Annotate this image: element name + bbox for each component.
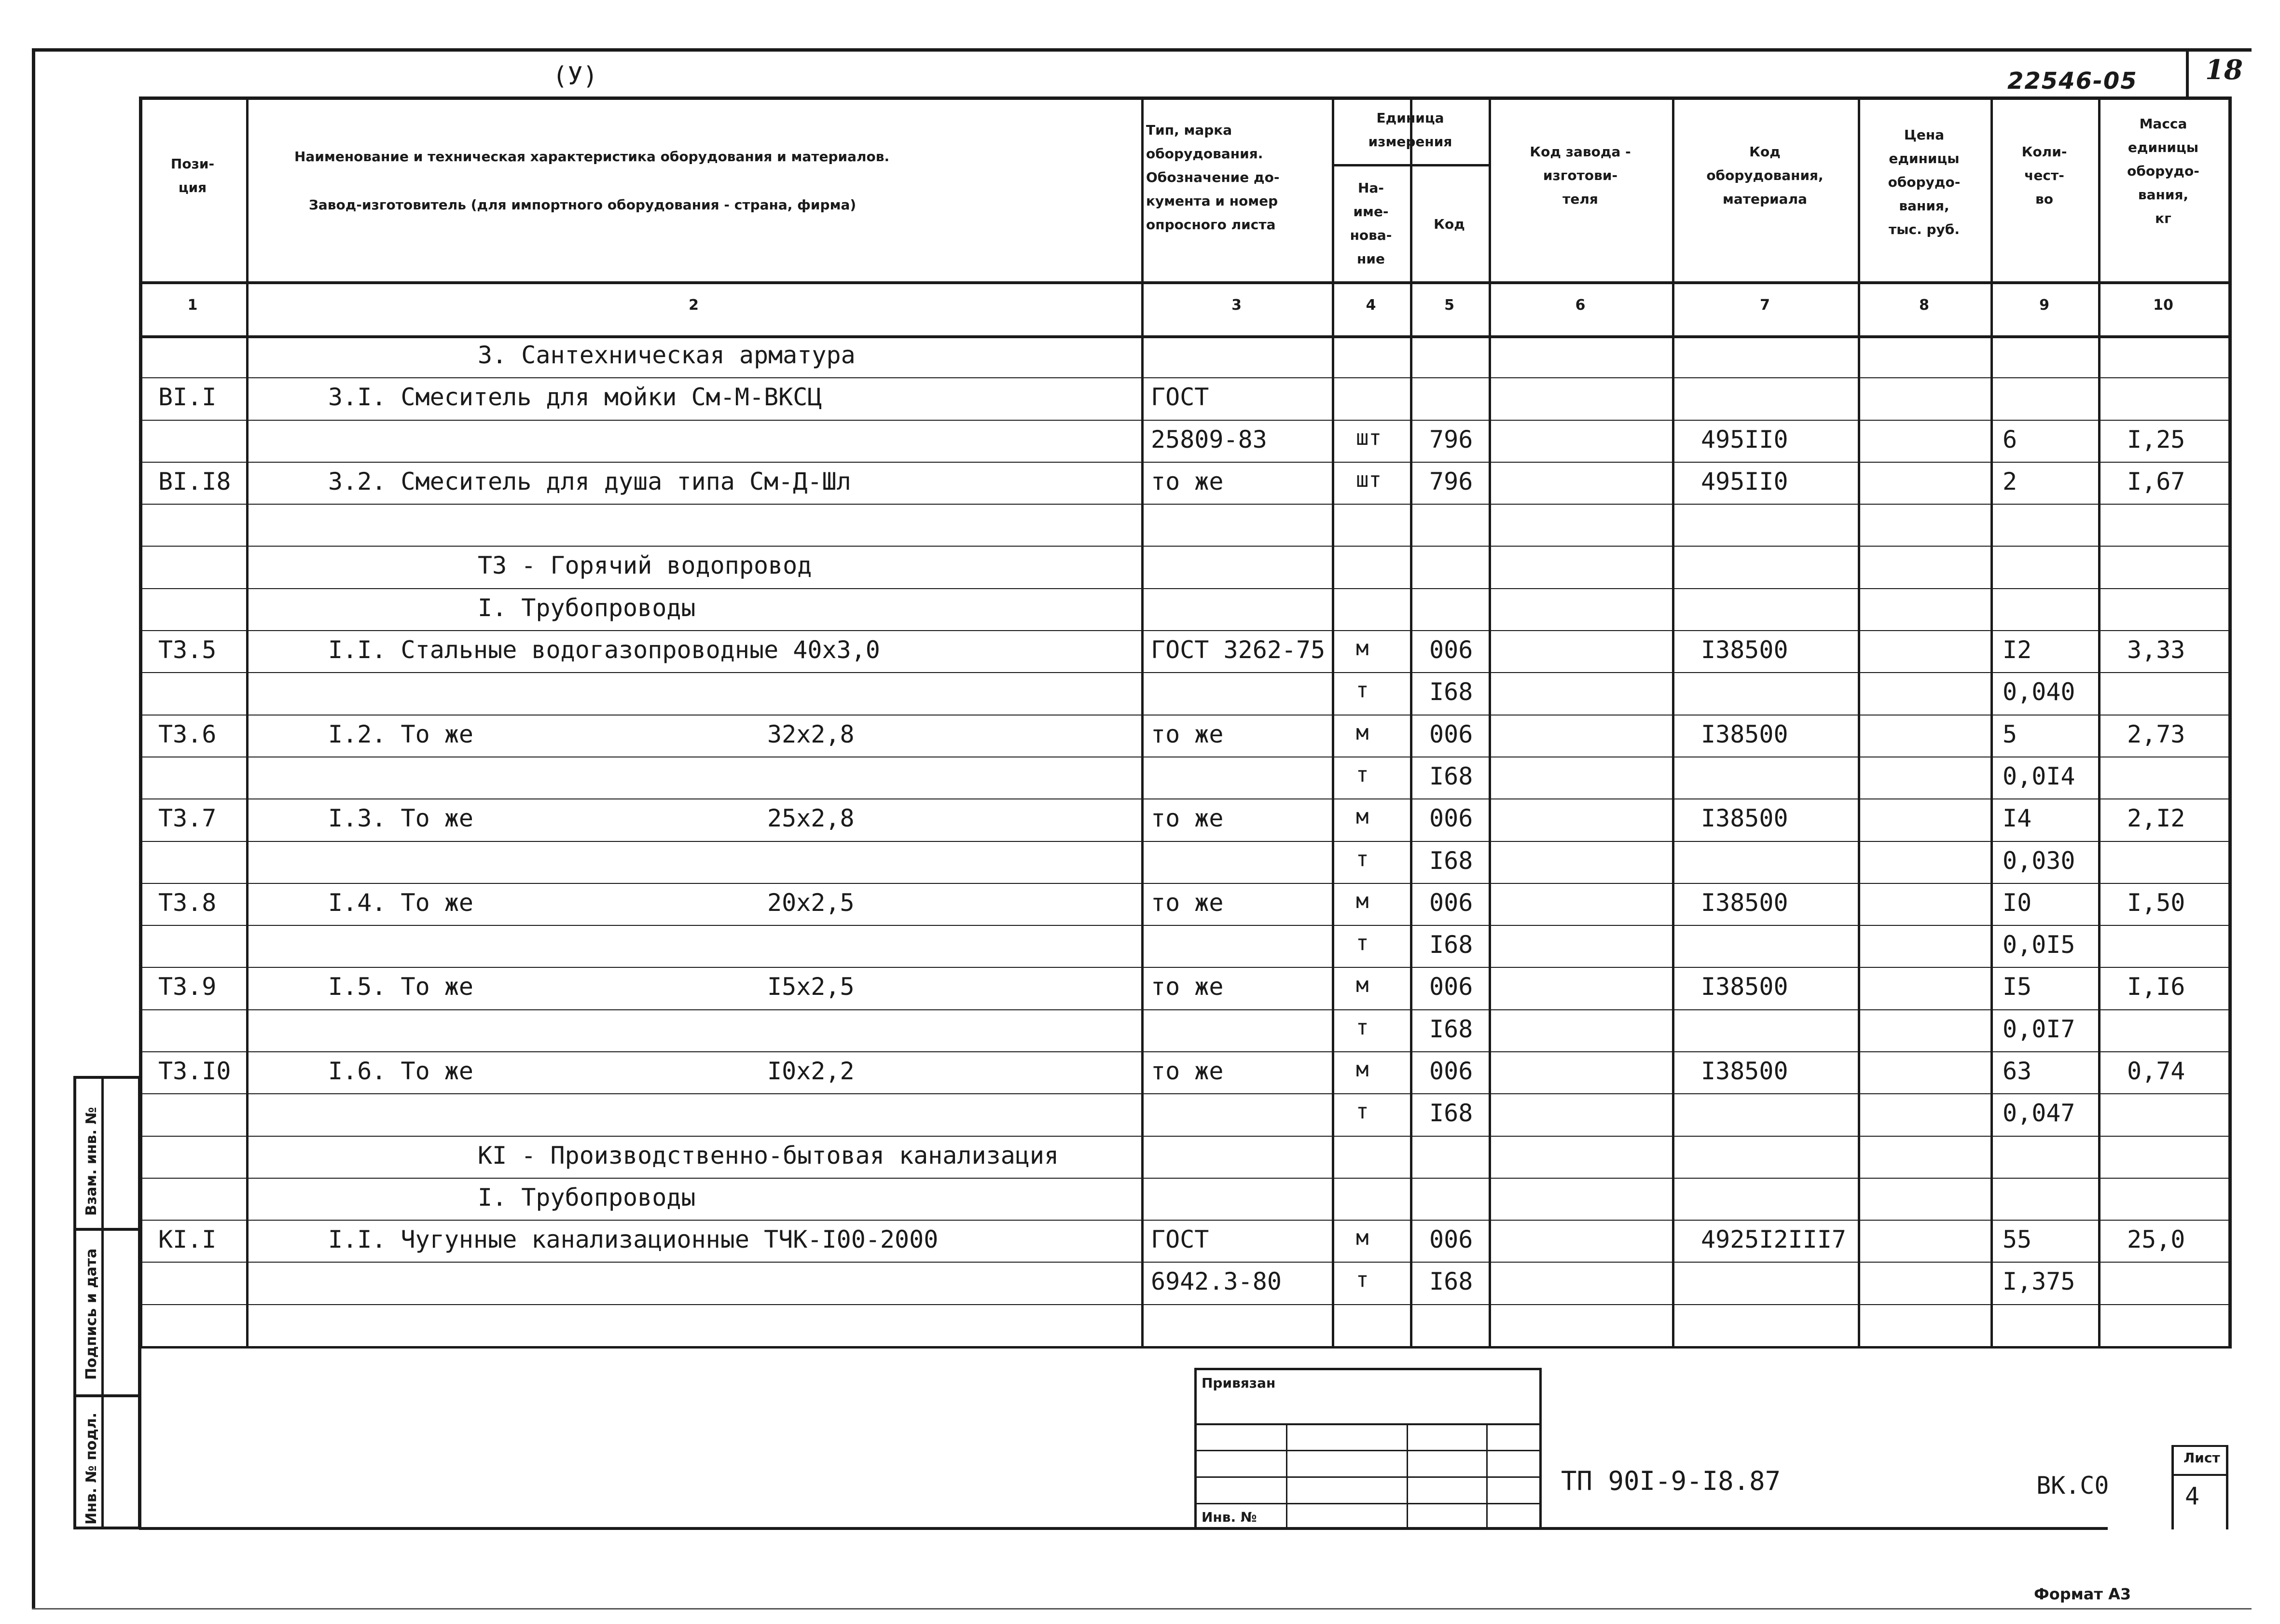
cell-quantity: 0,030 xyxy=(2003,846,2075,875)
row-line xyxy=(139,883,2228,884)
cell-section-heading: I. Трубопроводы xyxy=(478,1183,696,1211)
paper-format: Формат А3 xyxy=(2034,1585,2131,1603)
cell-unit-code: 006 xyxy=(1429,888,1473,917)
header-position: Пози- ция xyxy=(170,156,215,195)
cell-position: КI.I xyxy=(158,1225,217,1254)
row-line xyxy=(139,462,2228,463)
cell-material-code: I38500 xyxy=(1701,888,1788,917)
cell-unit-code: 006 xyxy=(1429,720,1473,748)
side-stamp-divider xyxy=(73,1228,141,1231)
cell-name: I.I. Чугунные канализационные ТЧК-I00-2000 xyxy=(328,1225,939,1254)
cell-unit: м xyxy=(1356,888,1369,913)
column-number: 10 xyxy=(2153,297,2173,314)
cell-type: 6942.3-80 xyxy=(1151,1267,1282,1296)
cell-position: Т3.6 xyxy=(158,720,217,748)
column-line xyxy=(1990,96,1993,1349)
stamp-line xyxy=(1194,1368,1542,1370)
column-line xyxy=(1332,96,1334,1349)
cell-position: Т3.9 xyxy=(158,973,217,1001)
row-line xyxy=(139,967,2228,968)
cell-mass: 3,33 xyxy=(2127,636,2185,664)
cell-quantity: I4 xyxy=(2003,804,2032,833)
cell-type: то же xyxy=(1151,1057,1224,1085)
cell-unit: т xyxy=(1356,931,1369,956)
cell-section-heading: 3. Сантехническая арматура xyxy=(478,341,856,369)
cell-quantity: 2 xyxy=(2003,467,2017,495)
cell-unit: т xyxy=(1356,762,1369,787)
column-line xyxy=(246,96,249,1349)
column-line xyxy=(2098,96,2100,1349)
cell-unit-code: 006 xyxy=(1429,636,1473,664)
column-line xyxy=(1141,96,1144,1349)
cell-quantity: 0,040 xyxy=(2003,678,2075,706)
cell-name: I.I. Стальные водогазопроводные 40х3,0 xyxy=(328,636,880,664)
cell-unit: шт xyxy=(1356,425,1382,450)
side-label-original-inv: Инв. № подл. xyxy=(83,1412,100,1525)
column-number: 9 xyxy=(2039,297,2049,314)
cell-size: 25х2,8 xyxy=(767,804,855,833)
cell-position: Т3.7 xyxy=(158,804,217,833)
row-line xyxy=(139,1178,2228,1179)
project-code: ТП 90I-9-I8.87 xyxy=(1561,1466,1781,1496)
frame-bottom-edge xyxy=(32,1608,2252,1610)
cell-mass: 0,74 xyxy=(2127,1057,2185,1085)
cell-unit-code: I68 xyxy=(1429,1015,1473,1043)
stamp-line xyxy=(2171,1445,2174,1529)
cell-material-code: 495II0 xyxy=(1701,467,1788,495)
column-number: 2 xyxy=(689,297,699,314)
cell-quantity: 6 xyxy=(2003,425,2017,454)
row-line xyxy=(139,1304,2228,1305)
cell-mass: 2,I2 xyxy=(2127,804,2185,833)
side-label-replaced-inv: Взам. инв. № xyxy=(83,1107,100,1216)
row-line xyxy=(139,715,2228,716)
cell-size: 32х2,8 xyxy=(767,720,855,748)
cell-unit: м xyxy=(1356,973,1369,998)
cell-quantity: 0,047 xyxy=(2003,1099,2075,1128)
cell-material-code: I38500 xyxy=(1701,804,1788,833)
column-line xyxy=(1858,96,1860,1349)
cell-name: 3.I. Смеситель для мойки См-М-ВКСЦ xyxy=(328,383,822,412)
header-bottom-border xyxy=(139,281,2228,284)
side-stamp-inner-line xyxy=(101,1076,104,1529)
cell-name: 3.2. Смеситель для душа типа См-Д-Шл xyxy=(328,467,851,495)
cell-quantity: I0 xyxy=(2003,888,2032,917)
stamp-line xyxy=(1407,1423,1408,1529)
cell-type: то же xyxy=(1151,467,1224,495)
cell-mass: 2,73 xyxy=(2127,720,2185,748)
header-plant-code: Код завода - изготови- теля xyxy=(1530,144,1631,207)
section-code: ВК.С0 xyxy=(2036,1472,2109,1500)
cell-type: то же xyxy=(1151,804,1224,833)
cell-material-code: I38500 xyxy=(1701,1057,1788,1085)
stamp-line xyxy=(1194,1368,1197,1529)
cell-section-heading: Т3 - Горячий водопровод xyxy=(478,551,812,580)
cell-quantity: 63 xyxy=(2003,1057,2032,1085)
cell-unit-code: I68 xyxy=(1429,1267,1473,1296)
cell-unit: т xyxy=(1356,1267,1369,1293)
column-number: 5 xyxy=(1444,297,1454,314)
column-number: 6 xyxy=(1575,297,1586,314)
cell-unit-code: 796 xyxy=(1429,467,1473,495)
cell-unit-code: 006 xyxy=(1429,1057,1473,1085)
column-number: 3 xyxy=(1231,297,1242,314)
cell-size: I5х2,5 xyxy=(767,973,855,1001)
list-label: Лист xyxy=(2183,1450,2220,1466)
cell-name: I.6. То же xyxy=(328,1057,474,1085)
cell-type: ГОСТ xyxy=(1151,383,1209,412)
cell-unit-code: 796 xyxy=(1429,425,1473,454)
cell-type: ГОСТ xyxy=(1151,1225,1209,1254)
cell-position: Т3.8 xyxy=(158,888,217,917)
cell-quantity: 55 xyxy=(2003,1225,2032,1254)
cell-mass: I,50 xyxy=(2127,888,2185,917)
cell-name: I.4. То же xyxy=(328,888,474,917)
row-line xyxy=(139,1093,2228,1094)
cell-unit: м xyxy=(1356,1057,1369,1082)
cell-name: I.3. То же xyxy=(328,804,474,833)
row-line xyxy=(139,420,2228,421)
cell-quantity: I,375 xyxy=(2003,1267,2075,1296)
cell-material-code: 4925I2III7 xyxy=(1701,1225,1847,1254)
cell-unit-code: 006 xyxy=(1429,1225,1473,1254)
stamp-line xyxy=(1194,1450,1542,1451)
column-line xyxy=(1489,96,1491,1349)
table-top-border xyxy=(139,96,2228,100)
sheet-marker: (У) xyxy=(553,62,598,91)
cell-section-heading: I. Трубопроводы xyxy=(478,593,696,622)
list-number: 4 xyxy=(2185,1482,2200,1510)
row-line xyxy=(139,504,2228,505)
row-line xyxy=(139,672,2228,673)
stamp-line xyxy=(2171,1474,2228,1476)
header-unit-price: Цена единицы оборудо- вания, тыс. руб. xyxy=(1888,127,1961,237)
stamp-line xyxy=(2171,1445,2228,1447)
cell-unit: м xyxy=(1356,804,1369,829)
cell-quantity: I5 xyxy=(2003,973,2032,1001)
cell-material-code: 495II0 xyxy=(1701,425,1788,454)
cell-material-code: I38500 xyxy=(1701,973,1788,1001)
cell-name: I.2. То же xyxy=(328,720,474,748)
cell-quantity: 0,0I4 xyxy=(2003,762,2075,790)
column-line xyxy=(2228,96,2232,1349)
row-line xyxy=(139,1051,2228,1052)
cell-type: то же xyxy=(1151,720,1224,748)
cell-unit: т xyxy=(1356,1015,1369,1040)
cell-section-heading: КI - Производственно-бытовая канализация xyxy=(478,1141,1059,1170)
stamp-line xyxy=(1486,1423,1488,1529)
stamp-privyazan: Привязан xyxy=(1202,1375,1276,1391)
cell-name: I.5. То же xyxy=(328,973,474,1001)
cell-type: то же xyxy=(1151,888,1224,917)
stamp-line xyxy=(1194,1476,1542,1478)
cell-position: BI.I xyxy=(158,383,217,412)
cell-unit-code: 006 xyxy=(1429,804,1473,833)
cell-mass: I,25 xyxy=(2127,425,2185,454)
stamp-line xyxy=(1194,1503,1542,1504)
column-line xyxy=(1672,96,1674,1349)
header-type: Тип, марка оборудования. Обозначение до- кумента и номер опросного листа xyxy=(1146,122,1280,233)
header-unit-name: На- име- нова- ние xyxy=(1350,180,1392,267)
row-line xyxy=(139,1262,2228,1263)
row-line xyxy=(139,588,2228,589)
stamp-line xyxy=(1194,1423,1542,1425)
column-number: 1 xyxy=(187,297,198,314)
header-unit-mass: Масса единицы оборудо- вания, кг xyxy=(2127,116,2199,226)
cell-mass: 25,0 xyxy=(2127,1225,2185,1254)
row-line xyxy=(139,1220,2228,1221)
cell-unit: т xyxy=(1356,1099,1369,1124)
row-line xyxy=(139,798,2228,799)
cell-position: Т3.5 xyxy=(158,636,217,664)
cell-unit-code: I68 xyxy=(1429,846,1473,875)
side-label-signature-date: Подпись и дата xyxy=(83,1248,100,1380)
stamp-line xyxy=(1539,1368,1542,1529)
column-line xyxy=(1410,96,1412,1349)
cell-unit: т xyxy=(1356,846,1369,871)
table-bottom-border xyxy=(139,1346,2228,1349)
cell-unit-code: I68 xyxy=(1429,762,1473,790)
cell-unit: шт xyxy=(1356,467,1382,492)
column-number: 4 xyxy=(1366,297,1376,314)
header-unit-group: Единица измерения xyxy=(1368,110,1452,150)
cell-type: то же xyxy=(1151,973,1224,1001)
header-material-code: Код оборудования, материала xyxy=(1706,144,1824,207)
cell-unit-code: I68 xyxy=(1429,931,1473,959)
row-line xyxy=(139,1009,2228,1010)
cell-mass: I,67 xyxy=(2127,467,2185,495)
cell-material-code: I38500 xyxy=(1701,720,1788,748)
cell-material-code: I38500 xyxy=(1701,636,1788,664)
row-line xyxy=(139,546,2228,547)
row-line xyxy=(139,377,2228,378)
cell-unit: м xyxy=(1356,1225,1369,1251)
cell-type: ГОСТ 3262-75 xyxy=(1151,636,1326,664)
cell-unit-code: I68 xyxy=(1429,678,1473,706)
stamp-line xyxy=(1286,1423,1287,1529)
header-name-line1: Наименование и техническая характеристика оборудования и материалов. xyxy=(294,149,890,165)
cell-size: I0х2,2 xyxy=(767,1057,855,1085)
stamp-line xyxy=(2226,1445,2228,1529)
sheet-number: 18 xyxy=(2205,54,2243,86)
cell-quantity: 0,0I7 xyxy=(2003,1015,2075,1043)
column-number: 8 xyxy=(1919,297,1929,314)
cell-position: BI.I8 xyxy=(158,467,231,495)
row-line xyxy=(139,925,2228,926)
cell-type: 25809-83 xyxy=(1151,425,1267,454)
cell-size: 20х2,5 xyxy=(767,888,855,917)
cell-quantity: 5 xyxy=(2003,720,2017,748)
cell-unit: м xyxy=(1356,720,1369,745)
row-line xyxy=(139,1136,2228,1137)
header-name-line2: Завод-изготовитель (для импортного оборудования - страна, фирма) xyxy=(309,197,857,213)
column-number: 7 xyxy=(1760,297,1770,314)
stamp-bottom-line xyxy=(139,1527,2108,1530)
side-stamp-divider xyxy=(73,1394,141,1397)
row-line xyxy=(139,630,2228,631)
cell-quantity: I2 xyxy=(2003,636,2032,664)
row-line xyxy=(139,841,2228,842)
cell-mass: I,I6 xyxy=(2127,973,2185,1001)
header-unit-code: Код xyxy=(1434,216,1465,232)
document-number: 22546-05 xyxy=(2007,68,2138,95)
cell-unit: м xyxy=(1356,636,1369,661)
cell-unit: т xyxy=(1356,678,1369,703)
column-number-bottom-border xyxy=(139,335,2228,338)
cell-quantity: 0,0I5 xyxy=(2003,931,2075,959)
cell-unit-code: I68 xyxy=(1429,1099,1473,1128)
cell-position: Т3.I0 xyxy=(158,1057,231,1085)
header-quantity: Коли- чест- во xyxy=(2021,144,2067,207)
cell-unit-code: 006 xyxy=(1429,973,1473,1001)
stamp-inv-no: Инв. № xyxy=(1202,1509,1257,1525)
